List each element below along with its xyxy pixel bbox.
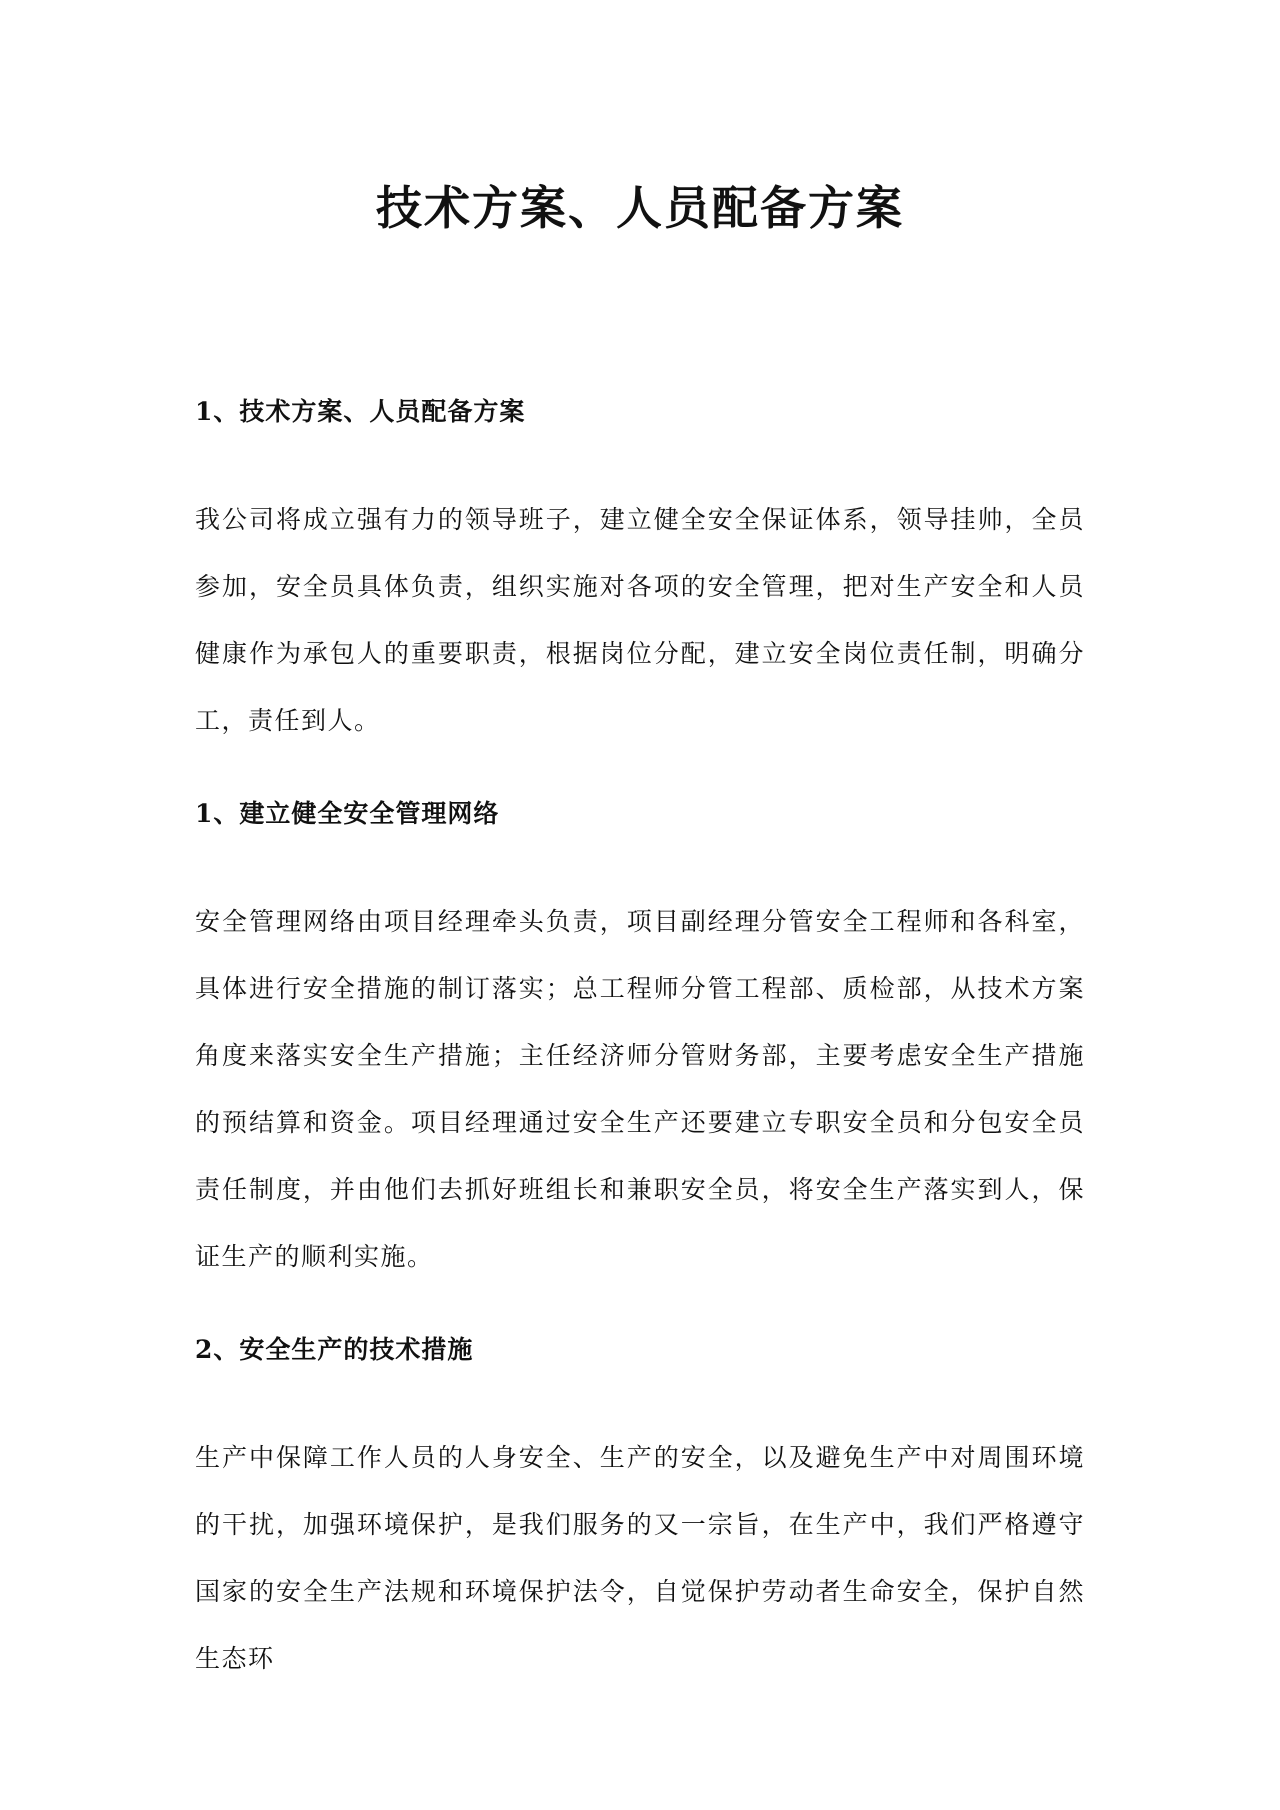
section-heading: 1、建立健全安全管理网络 [195, 799, 500, 828]
section-paragraph: 安全管理网络由项目经理牵头负责，项目副经理分管安全工程师和各科室，具体进行安全措施的制订落实；总工程师分管工程部、质检部，从技术方案角度来落实安全生产措施；主任经济师分管财务部，主要考虑安全生产措施的预结算和资金。项目经理通过安全生产还要建立专职安全员和分包安全员责任制度，并由他们去抓好班组长和兼职安全员，将安全生产落实到人，保证生产的顺利实施。 [195, 907, 1085, 1271]
section-heading: 2、安全生产的技术措施 [195, 1335, 474, 1364]
document-title: 技术方案、人员配备方案 [376, 181, 904, 235]
section-paragraph: 我公司将成立强有力的领导班子，建立健全安全保证体系，领导挂帅，全员参加，安全员具体负责，组织实施对各项的安全管理，把对生产安全和人员健康作为承包人的重要职责，根据岗位分配，建立安全岗位责任制，明确分工，责任到人。 [195, 505, 1085, 735]
section-paragraph: 生产中保障工作人员的人身安全、生产的安全，以及避免生产中对周围环境的干扰，加强环境保护，是我们服务的又一宗旨，在生产中，我们严格遵守国家的安全生产法规和环境保护法令，自觉保护劳动者生命安全，保护自然生态环 [195, 1443, 1085, 1673]
document-body [195, 392, 1085, 1692]
section-heading: 1、技术方案、人员配备方案 [195, 397, 526, 426]
